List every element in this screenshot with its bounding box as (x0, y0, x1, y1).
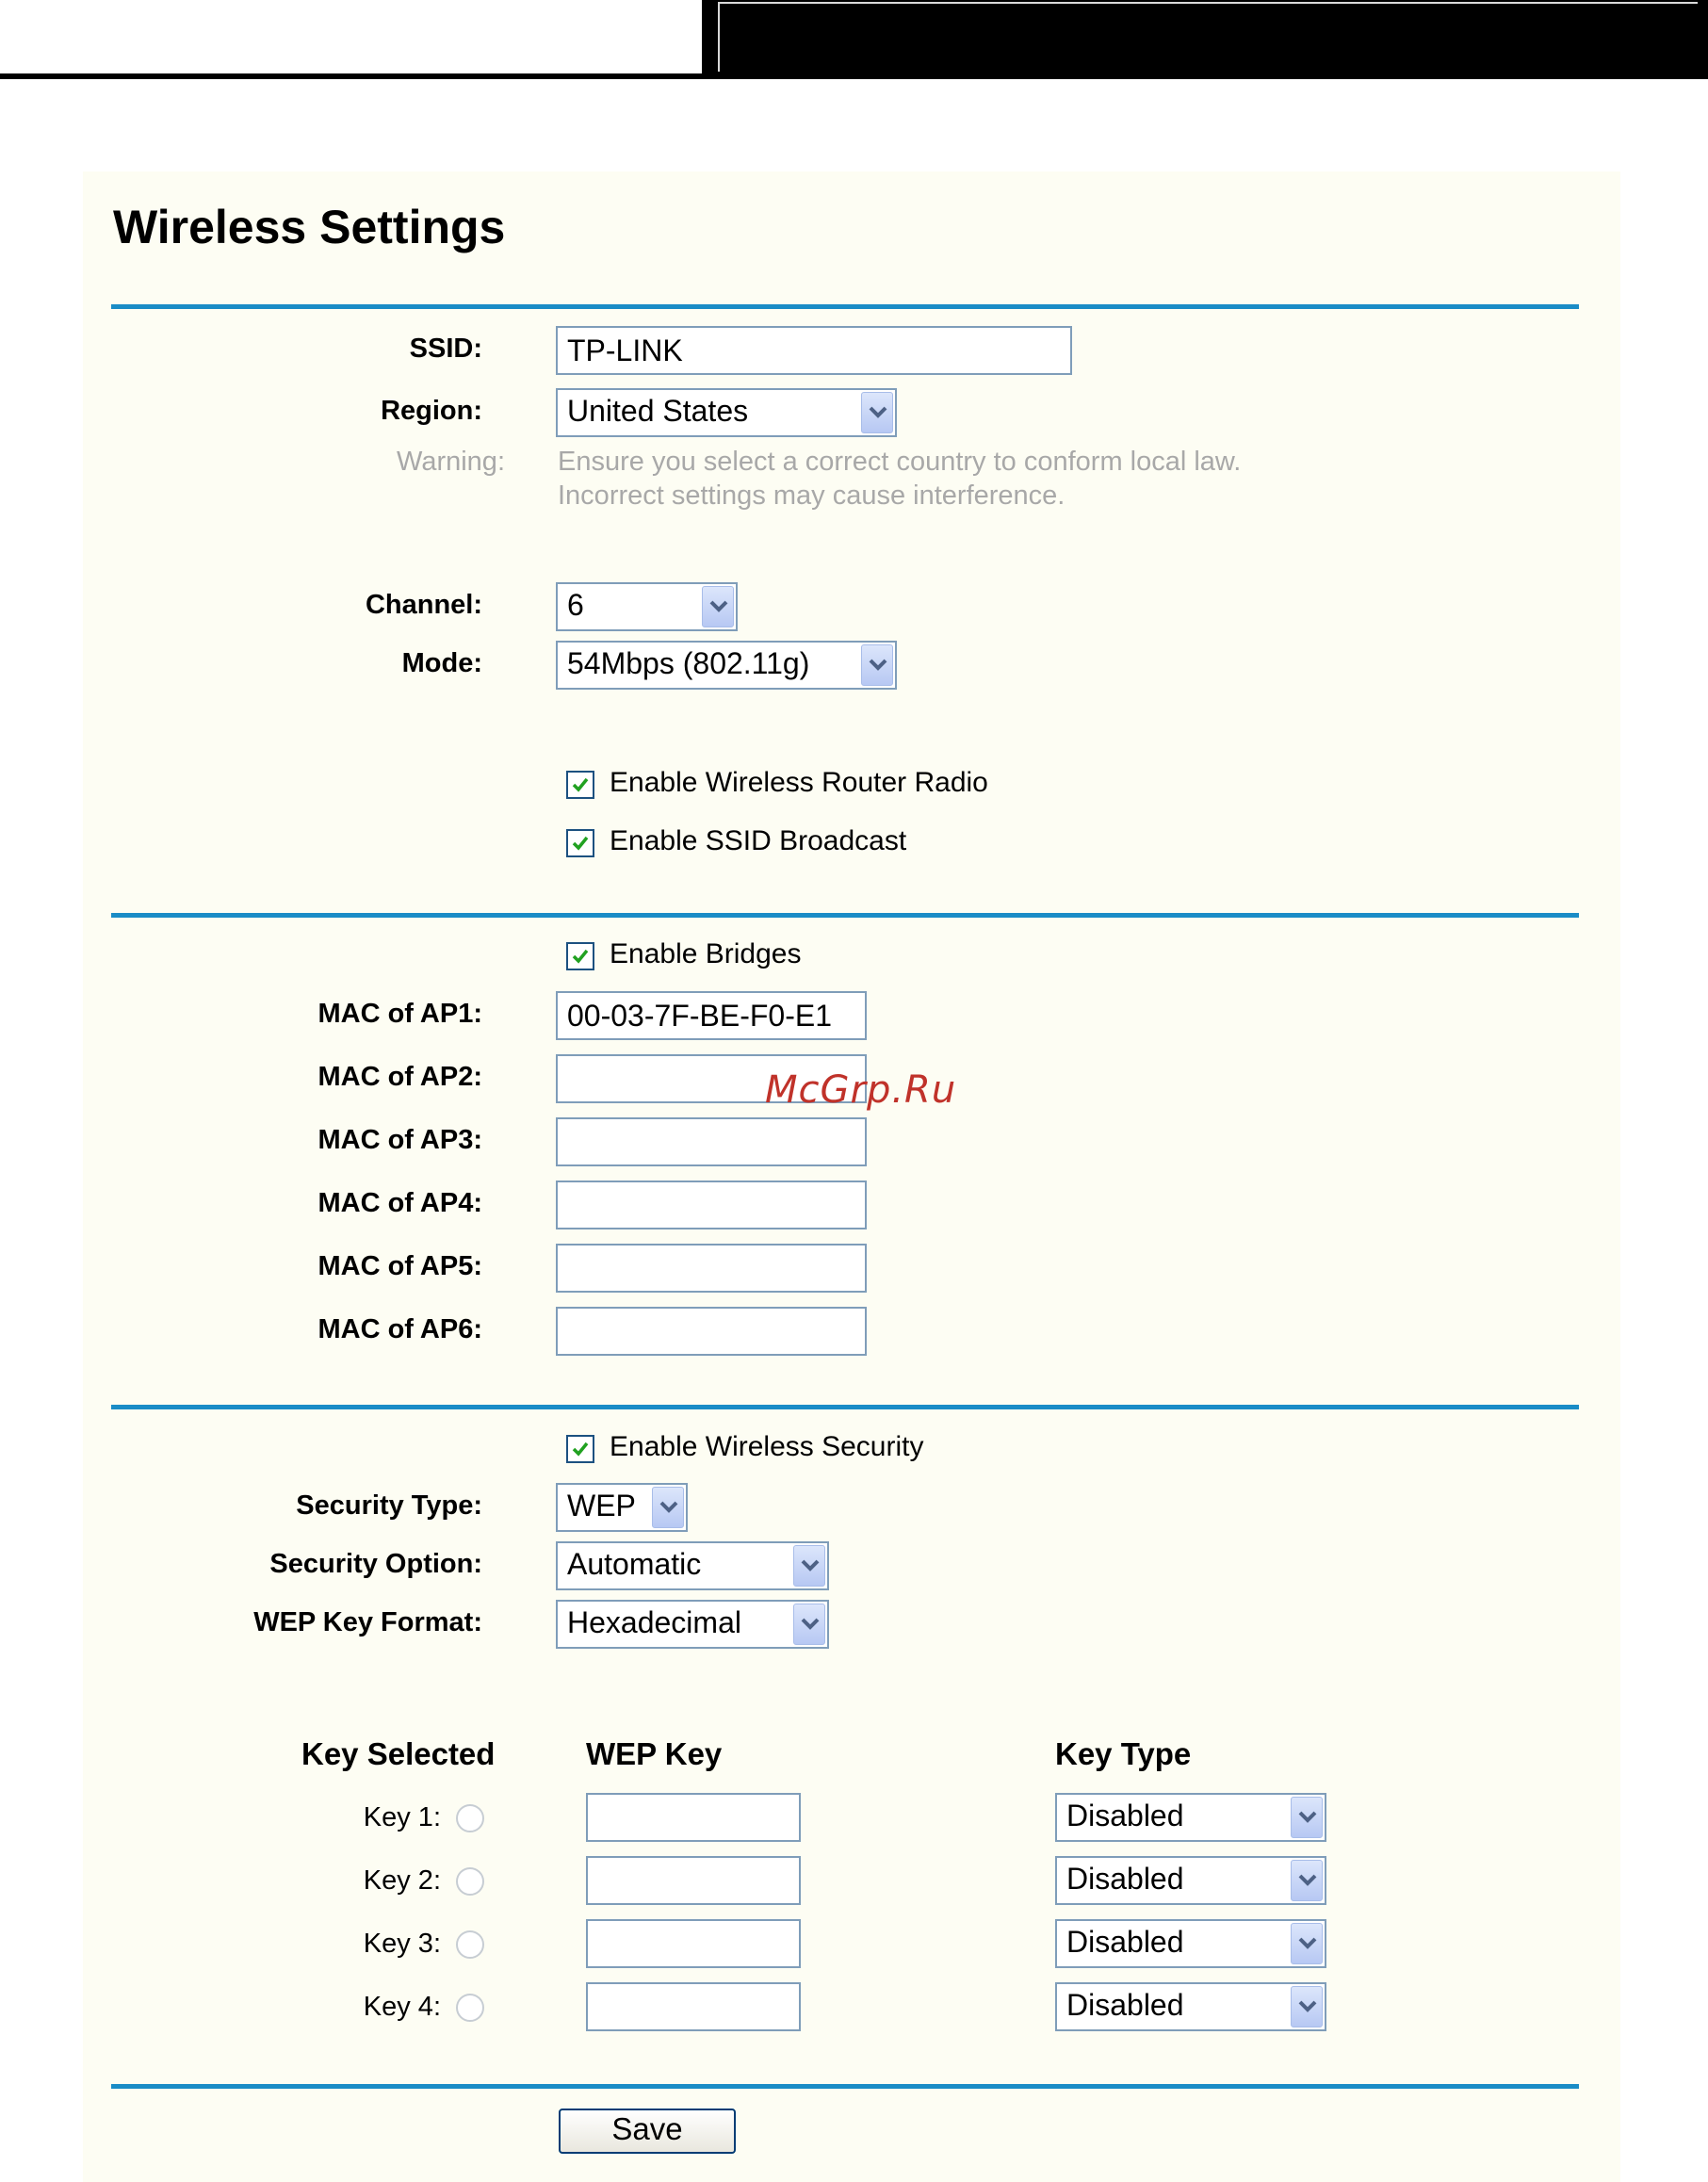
mac-ap4-input[interactable] (556, 1181, 867, 1229)
warning-text (558, 445, 1241, 513)
enable-radio-checkbox[interactable] (566, 771, 594, 799)
mode-select[interactable] (556, 641, 897, 690)
page-title: Wireless Settings (113, 201, 506, 253)
enable-ssid-broadcast-label: Enable SSID Broadcast (610, 825, 907, 856)
checkmark-icon (571, 947, 590, 966)
chevron-down-icon[interactable] (1291, 1923, 1323, 1964)
key2-label: Key 2: (363, 1865, 441, 1896)
key3-type-select[interactable] (1055, 1919, 1326, 1968)
security-option-label: Security Option: (269, 1549, 482, 1579)
mac-ap2-label: MAC of AP2: (317, 1062, 482, 1092)
enable-security-checkbox[interactable] (566, 1435, 594, 1463)
key1-label: Key 1: (363, 1802, 441, 1832)
chevron-down-icon[interactable] (861, 392, 893, 433)
wep-key-format-label: WEP Key Format: (253, 1607, 482, 1637)
enable-radio-label: Enable Wireless Router Radio (610, 767, 988, 798)
chevron-down-icon[interactable] (793, 1545, 825, 1587)
region-select[interactable] (556, 388, 897, 437)
mac-ap1-label: MAC of AP1: (317, 999, 482, 1029)
chevron-down-icon[interactable] (702, 586, 734, 627)
warning-line-1: Ensure you select a correct country to conform local law. (558, 447, 1242, 477)
checkmark-icon (571, 1440, 590, 1458)
section-divider (111, 304, 1579, 309)
watermark: McGrp.Ru (765, 1068, 957, 1112)
key4-input[interactable] (586, 1982, 801, 2031)
key2-type-value: Disabled (1066, 1862, 1184, 1896)
warning-label: Warning: (397, 447, 505, 477)
section-divider (111, 2084, 1579, 2089)
channel-select[interactable] (556, 582, 738, 631)
region-label: Region: (381, 396, 482, 426)
chevron-down-icon[interactable] (793, 1604, 825, 1645)
header-bar-inset (718, 2, 1698, 72)
mode-value: 54Mbps (802.11g) (567, 646, 810, 680)
key4-label: Key 4: (363, 1992, 441, 2022)
security-type-label: Security Type: (296, 1490, 482, 1521)
mac-ap3-label: MAC of AP3: (317, 1125, 482, 1155)
chevron-down-icon[interactable] (861, 644, 893, 686)
key1-type-value: Disabled (1066, 1799, 1184, 1832)
mac-ap5-label: MAC of AP5: (317, 1251, 482, 1281)
chevron-down-icon[interactable] (1291, 1797, 1323, 1838)
chevron-down-icon[interactable] (652, 1487, 684, 1528)
enable-bridges-checkbox[interactable] (566, 942, 594, 970)
key3-type-value: Disabled (1066, 1925, 1184, 1959)
col-key-selected: Key Selected (301, 1736, 496, 1771)
key2-radio[interactable] (456, 1867, 484, 1896)
key4-type-select[interactable] (1055, 1982, 1326, 2031)
section-divider (111, 1405, 1579, 1409)
key1-type-select[interactable] (1055, 1793, 1326, 1842)
ssid-label: SSID: (409, 334, 482, 364)
channel-label: Channel: (365, 590, 482, 620)
region-value: United States (567, 394, 749, 428)
mac-ap6-label: MAC of AP6: (317, 1314, 482, 1344)
chevron-down-icon[interactable] (1291, 1860, 1323, 1901)
enable-ssid-broadcast-checkbox[interactable] (566, 829, 594, 857)
warning-line-2: Incorrect settings may cause interference. (558, 480, 1065, 511)
security-option-select[interactable] (556, 1541, 829, 1590)
key3-radio[interactable] (456, 1930, 484, 1959)
key4-radio[interactable] (456, 1994, 484, 2022)
mac-ap1-input[interactable]: 00-03-7F-BE-F0-E1 (556, 991, 867, 1040)
chevron-down-icon[interactable] (1291, 1986, 1323, 2027)
mode-label: Mode: (401, 648, 482, 678)
wep-key-format-value: Hexadecimal (567, 1605, 741, 1639)
section-divider (111, 913, 1579, 918)
wep-key-format-select[interactable] (556, 1600, 829, 1649)
save-button[interactable]: Save (559, 2109, 736, 2154)
enable-security-label: Enable Wireless Security (610, 1431, 924, 1462)
security-option-value: Automatic (567, 1547, 702, 1581)
ssid-input[interactable]: TP-LINK (556, 326, 1072, 375)
security-type-value: WEP (567, 1489, 636, 1523)
key1-input[interactable] (586, 1793, 801, 1842)
key1-radio[interactable] (456, 1804, 484, 1832)
key2-input[interactable] (586, 1856, 801, 1905)
security-type-select[interactable] (556, 1483, 688, 1532)
key3-input[interactable] (586, 1919, 801, 1968)
mac-ap3-input[interactable] (556, 1117, 867, 1166)
mac-ap4-label: MAC of AP4: (317, 1188, 482, 1218)
col-wep-key: WEP Key (586, 1736, 723, 1771)
key3-label: Key 3: (363, 1929, 441, 1959)
checkmark-icon (571, 775, 590, 794)
channel-value: 6 (567, 588, 584, 622)
mac-ap6-input[interactable] (556, 1307, 867, 1356)
checkmark-icon (571, 834, 590, 853)
mac-ap5-input[interactable] (556, 1244, 867, 1293)
col-key-type: Key Type (1055, 1736, 1192, 1771)
enable-bridges-label: Enable Bridges (610, 938, 802, 969)
key2-type-select[interactable] (1055, 1856, 1326, 1905)
key4-type-value: Disabled (1066, 1988, 1184, 2022)
